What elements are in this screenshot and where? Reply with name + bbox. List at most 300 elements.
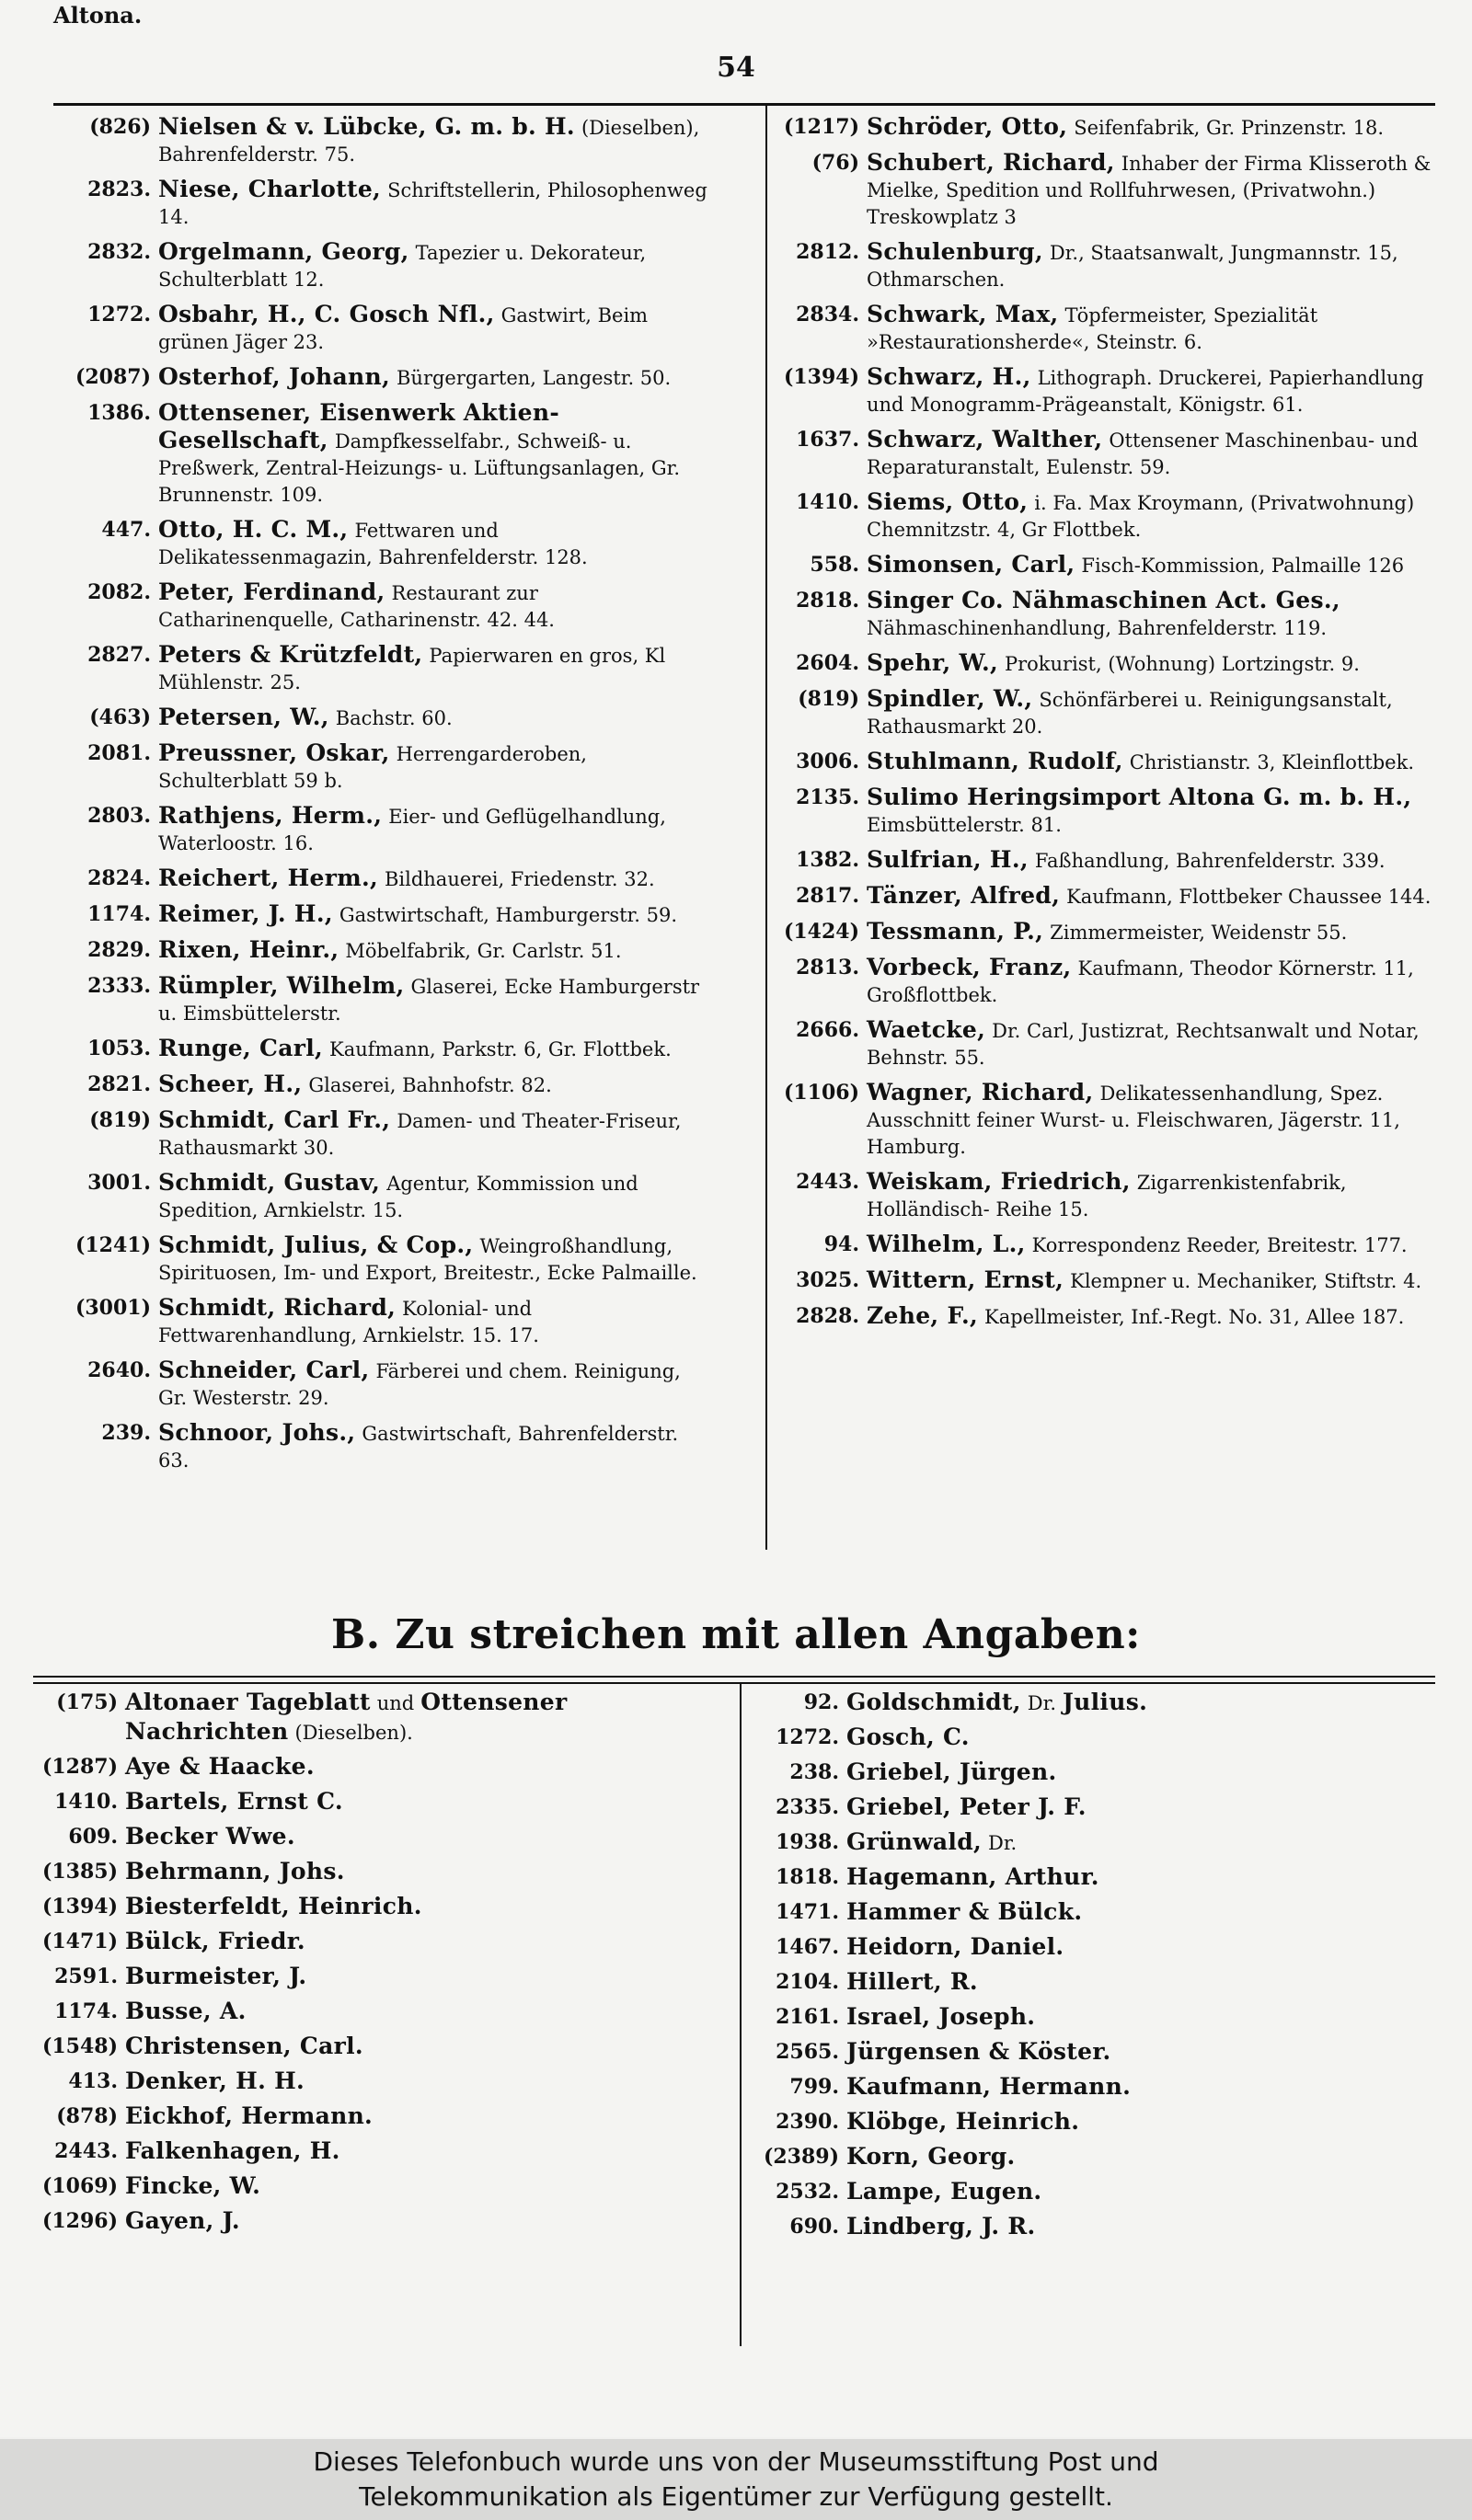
deleted-entry bbox=[743, 2178, 1424, 2207]
subscriber-details: Gastwirt, Beim grünen Jäger 23. bbox=[158, 304, 649, 353]
listing-entry bbox=[55, 517, 708, 571]
subscriber-name: Wittern, Ernst, bbox=[867, 1266, 1064, 1293]
deleted-entry bbox=[22, 2033, 721, 2062]
listing-entry bbox=[55, 1107, 708, 1162]
subscriber-details: Glaserei, Bahnhofstr. 82. bbox=[308, 1074, 552, 1096]
subscriber-name: Zehe, F., bbox=[867, 1302, 978, 1329]
subscriber-details: Töpfermeister, Spezialität »Restaurationsherde«, Steinstr. 6. bbox=[867, 304, 1318, 353]
deleted-entry bbox=[743, 2108, 1424, 2137]
deleted-entry bbox=[743, 1863, 1424, 1893]
phone-number: 239. bbox=[101, 1421, 151, 1445]
subscriber-name: Hillert, R. bbox=[846, 1968, 978, 1995]
subscriber-name: Otto, H. C. M., bbox=[158, 516, 349, 543]
phone-number: 2832. bbox=[87, 240, 151, 264]
phone-number: (1394) bbox=[41, 1895, 118, 1919]
listing-entry bbox=[55, 1357, 708, 1412]
listing-entry bbox=[764, 919, 1433, 946]
subscriber-name: Schnoor, Johs., bbox=[158, 1419, 356, 1446]
phone-number: 2333. bbox=[87, 974, 151, 998]
deleted-entry bbox=[22, 2172, 721, 2202]
subscriber-name-continued: Ottensener Nachrichten bbox=[125, 1689, 568, 1745]
listing-entry bbox=[55, 740, 708, 795]
subscriber-name: Singer Co. Nähmaschinen Act. Ges., bbox=[867, 587, 1340, 613]
footer-line-1: Dieses Telefonbuch wurde uns von der Museumsstiftung Post und bbox=[313, 2446, 1159, 2477]
phone-number: 2604. bbox=[796, 651, 859, 675]
subscriber-details: Eier- und Geflügelhandlung, Waterloostr. 16. bbox=[158, 806, 666, 854]
deleted-entry bbox=[22, 2068, 721, 2097]
listing-entry bbox=[764, 686, 1433, 740]
subscriber-name: Schröder, Otto, bbox=[867, 113, 1068, 140]
subscriber-name: Fincke, W. bbox=[125, 2172, 261, 2199]
subscriber-name: Schneider, Carl, bbox=[158, 1357, 370, 1383]
subscriber-name: Griebel, Jürgen. bbox=[846, 1758, 1057, 1785]
phone-number: (878) bbox=[56, 2104, 118, 2128]
subscriber-name: Falkenhagen, H. bbox=[125, 2137, 340, 2164]
running-head: Altona. bbox=[53, 2, 143, 29]
deleted-entry bbox=[743, 1828, 1424, 1858]
phone-number: 92. bbox=[803, 1690, 839, 1714]
subscriber-details: Bachstr. 60. bbox=[335, 707, 453, 729]
phone-number: 3001. bbox=[87, 1171, 151, 1195]
listing-entry bbox=[55, 973, 708, 1027]
listing-entry bbox=[55, 302, 708, 356]
listing-entry bbox=[764, 1169, 1433, 1223]
subscriber-name: Becker Wwe. bbox=[125, 1823, 295, 1850]
subscriber-details: Dr. Carl, Justizrat, Rechtsanwalt und Notar, Behnstr. 55. bbox=[867, 1020, 1420, 1069]
subscriber-name: Simonsen, Carl, bbox=[867, 551, 1075, 578]
subscriber-name: Korn, Georg. bbox=[846, 2143, 1016, 2170]
subscriber-name: Schmidt, Julius, & Cop., bbox=[158, 1231, 474, 1258]
footer-notice bbox=[0, 2439, 1472, 2520]
listing-entry bbox=[55, 364, 708, 392]
subscriber-name: Scheer, H., bbox=[158, 1071, 303, 1097]
phone-number: 1637. bbox=[796, 428, 859, 452]
subscriber-name: Bartels, Ernst C. bbox=[125, 1788, 343, 1815]
subscriber-name: Schmidt, Richard, bbox=[158, 1294, 397, 1321]
subscriber-details: Zimmermeister, Weidenstr 55. bbox=[1050, 922, 1348, 944]
listing-entry bbox=[764, 150, 1433, 231]
phone-number: 2828. bbox=[796, 1304, 859, 1328]
deleted-entry bbox=[743, 2143, 1424, 2172]
subscriber-details: Möbelfabrik, Gr. Carlstr. 51. bbox=[345, 940, 622, 962]
phone-number: (463) bbox=[89, 705, 151, 729]
phone-number: (1394) bbox=[783, 365, 859, 389]
subscriber-details: Glaserei, Ecke Hamburgerstr u. Eimsbüttelerstr. bbox=[158, 976, 700, 1025]
phone-number: 2818. bbox=[796, 589, 859, 613]
subscriber-details: Färberei und chem. Reinigung, Gr. Westerstr. 29. bbox=[158, 1360, 681, 1409]
phone-number: (1385) bbox=[41, 1860, 118, 1884]
deleted-entry bbox=[743, 1933, 1424, 1963]
subscriber-details: Dr. bbox=[987, 1832, 1018, 1854]
subscriber-name: Preussner, Oskar, bbox=[158, 739, 390, 766]
deleted-entry bbox=[22, 1753, 721, 1782]
phone-number: 2827. bbox=[87, 643, 151, 667]
listing-entry bbox=[55, 901, 708, 929]
listing-entry bbox=[764, 749, 1433, 776]
subscriber-name: Gosch, C. bbox=[846, 1724, 970, 1750]
listing-entry bbox=[764, 1080, 1433, 1161]
listing-entry bbox=[764, 1303, 1433, 1331]
listing-entry bbox=[55, 114, 708, 168]
listing-entry bbox=[55, 1036, 708, 1063]
subscriber-details: Gastwirtschaft, Bahrenfelderstr. 63. bbox=[158, 1423, 679, 1472]
phone-number: (819) bbox=[89, 1108, 151, 1132]
phone-number: 2082. bbox=[87, 580, 151, 604]
subscriber-name: Peters & Krützfeldt, bbox=[158, 641, 423, 668]
listing-entry bbox=[55, 579, 708, 634]
phone-number: 1467. bbox=[776, 1935, 839, 1959]
subscriber-details: Kaufmann, Flottbeker Chaussee 144. bbox=[1066, 886, 1432, 908]
deleted-entry bbox=[22, 1893, 721, 1922]
phone-number: 2812. bbox=[796, 240, 859, 264]
subscriber-name: Wagner, Richard, bbox=[867, 1079, 1094, 1105]
phone-number: (1471) bbox=[41, 1930, 118, 1953]
subscriber-name-continued: Julius. bbox=[1063, 1689, 1148, 1715]
phone-number: 2532. bbox=[776, 2180, 839, 2204]
subscriber-name: Weiskam, Friedrich, bbox=[867, 1168, 1131, 1195]
phone-number: 2443. bbox=[796, 1170, 859, 1194]
subscriber-details: Dr. bbox=[1027, 1692, 1057, 1714]
phone-number: 1410. bbox=[796, 490, 859, 514]
subscriber-name: Grünwald, bbox=[846, 1828, 982, 1855]
phone-number: 1053. bbox=[87, 1037, 151, 1060]
subscriber-name: Spindler, W., bbox=[867, 685, 1033, 712]
phone-number: 1382. bbox=[796, 848, 859, 872]
phone-number: 2390. bbox=[776, 2110, 839, 2134]
subscriber-name: Rixen, Heinr., bbox=[158, 936, 339, 963]
listing-entry bbox=[55, 704, 708, 732]
subscriber-name: Biesterfeldt, Heinrich. bbox=[125, 1893, 422, 1919]
listing-entry bbox=[55, 937, 708, 965]
subscriber-details: Kolonial- und Fettwarenhandlung, Arnkielstr. 15. 17. bbox=[158, 1298, 539, 1346]
phone-number: 1410. bbox=[54, 1790, 118, 1814]
subscriber-name: Petersen, W., bbox=[158, 704, 329, 730]
phone-number: 1174. bbox=[87, 902, 151, 926]
subscriber-name: Vorbeck, Franz, bbox=[867, 954, 1072, 980]
subscriber-name: Runge, Carl, bbox=[158, 1035, 323, 1061]
footer-line-2: Telekommunikation als Eigentümer zur Verfügung gestellt. bbox=[359, 2481, 1113, 2512]
phone-number: 1272. bbox=[87, 303, 151, 326]
phone-number: 3006. bbox=[796, 750, 859, 773]
phone-number: (1424) bbox=[783, 920, 859, 944]
listing-entry bbox=[764, 239, 1433, 293]
phone-number: 2823. bbox=[87, 178, 151, 201]
phone-number: 2803. bbox=[87, 804, 151, 828]
phone-number: (175) bbox=[56, 1690, 118, 1714]
deleted-entry bbox=[743, 1968, 1424, 1998]
phone-number: 447. bbox=[101, 518, 151, 542]
deleted-entry bbox=[22, 1689, 721, 1747]
subscriber-name: Jürgensen & Köster. bbox=[846, 2038, 1111, 2065]
subscriber-name: Altonaer Tageblatt bbox=[125, 1689, 371, 1715]
subscriber-details: Christianstr. 3, Kleinflottbek. bbox=[1129, 751, 1414, 773]
deleted-entry bbox=[743, 2073, 1424, 2102]
subscriber-details: Tapezier u. Dekorateur, Schulterblatt 12. bbox=[158, 242, 647, 291]
top-rule bbox=[53, 103, 1435, 106]
subscriber-details: Inhaber der Firma Klisseroth & Mielke, Spedition und Rollfuhrwesen, (Privatwohn.) Treskowplatz 3 bbox=[867, 153, 1432, 228]
subscriber-name: Schubert, Richard, bbox=[867, 149, 1115, 176]
phone-number: 799. bbox=[789, 2075, 839, 2099]
subscriber-details: Fisch-Kommission, Palmaille 126 bbox=[1081, 555, 1405, 577]
subscriber-name: Stuhlmann, Rudolf, bbox=[867, 748, 1123, 774]
phone-number: (1069) bbox=[41, 2174, 118, 2198]
listing-entry bbox=[764, 302, 1433, 356]
phone-number: 1386. bbox=[87, 401, 151, 425]
deleted-entry bbox=[22, 1998, 721, 2027]
listing-entry bbox=[764, 364, 1433, 418]
subscriber-details: Gastwirtschaft, Hamburgerstr. 59. bbox=[339, 904, 678, 926]
deleted-entry bbox=[22, 1963, 721, 1992]
subscriber-details: Kapellmeister, Inf.-Regt. No. 31, Allee 187. bbox=[984, 1306, 1405, 1328]
phone-number: 2081. bbox=[87, 741, 151, 765]
subscriber-name: Heidorn, Daniel. bbox=[846, 1933, 1064, 1960]
phone-number: 2824. bbox=[87, 866, 151, 890]
subscriber-name: Nielsen & v. Lübcke, G. m. b. H. bbox=[158, 113, 575, 140]
subscriber-name: Wilhelm, L., bbox=[867, 1231, 1026, 1257]
subscriber-name: Osbahr, H., C. Gosch Nfl., bbox=[158, 301, 495, 327]
listing-entry bbox=[764, 114, 1433, 142]
strike-column-divider bbox=[740, 1684, 742, 2346]
deleted-entry bbox=[743, 2003, 1424, 2033]
subscriber-name: Christensen, Carl. bbox=[125, 2033, 363, 2059]
subscriber-name: Schmidt, Carl Fr., bbox=[158, 1106, 391, 1133]
deleted-entry bbox=[743, 1758, 1424, 1788]
phone-number: 690. bbox=[789, 2215, 839, 2239]
listing-entry bbox=[764, 1017, 1433, 1071]
phone-number: 2565. bbox=[776, 2040, 839, 2064]
subscriber-details: Faßhandlung, Bahrenfelderstr. 339. bbox=[1034, 850, 1386, 872]
subscriber-name: Hammer & Bülck. bbox=[846, 1898, 1083, 1925]
subscriber-details: Prokurist, (Wohnung) Lortzingstr. 9. bbox=[1004, 653, 1360, 675]
deleted-entry bbox=[743, 1793, 1424, 1823]
phone-number: (1217) bbox=[783, 115, 859, 139]
subscriber-details: Agentur, Kommission und Spedition, Arnkielstr. 15. bbox=[158, 1173, 638, 1221]
phone-number: (819) bbox=[798, 687, 859, 711]
listing-entry bbox=[764, 883, 1433, 911]
phone-number: 1938. bbox=[776, 1830, 839, 1854]
subscriber-name: Aye & Haacke. bbox=[125, 1753, 315, 1780]
phone-number: 238. bbox=[789, 1760, 839, 1784]
subscriber-details: Bildhauerei, Friedenstr. 32. bbox=[384, 868, 655, 890]
phone-number: 1174. bbox=[54, 1999, 118, 2023]
phone-number: (3001) bbox=[75, 1296, 151, 1320]
listing-entry bbox=[55, 1232, 708, 1287]
phone-number: (2389) bbox=[763, 2145, 839, 2169]
listing-entry bbox=[764, 588, 1433, 642]
subscriber-name: Kaufmann, Hermann. bbox=[846, 2073, 1132, 2100]
phone-number: 1272. bbox=[776, 1725, 839, 1749]
right-column bbox=[764, 114, 1433, 1339]
deleted-entry bbox=[22, 1788, 721, 1817]
listing-entry bbox=[55, 239, 708, 293]
listing-entry bbox=[764, 1267, 1433, 1295]
phone-number: 2161. bbox=[776, 2005, 839, 2029]
phone-number: 2640. bbox=[87, 1358, 151, 1382]
subscriber-name: Orgelmann, Georg, bbox=[158, 238, 409, 265]
deleted-entry bbox=[22, 2137, 721, 2167]
subscriber-name: Denker, H. H. bbox=[125, 2068, 305, 2094]
phone-number: 2817. bbox=[796, 884, 859, 908]
listing-entry bbox=[764, 1231, 1433, 1259]
strike-left-column bbox=[22, 1689, 721, 2242]
phone-number: 2813. bbox=[796, 956, 859, 979]
phone-number: 2829. bbox=[87, 938, 151, 962]
section-rule-bottom bbox=[33, 1682, 1435, 1684]
subscriber-name: Reimer, J. H., bbox=[158, 900, 333, 927]
listing-entry bbox=[764, 650, 1433, 678]
subscriber-name: Waetcke, bbox=[867, 1016, 986, 1043]
listing-entry bbox=[55, 1420, 708, 1474]
subscriber-name: Rathjens, Herm., bbox=[158, 802, 383, 829]
subscriber-name: Goldschmidt, bbox=[846, 1689, 1021, 1715]
subscriber-name: Griebel, Peter J. F. bbox=[846, 1793, 1087, 1820]
subscriber-name: Osterhof, Johann, bbox=[158, 363, 390, 390]
strike-right-column bbox=[743, 1689, 1424, 2248]
listing-entry bbox=[55, 177, 708, 231]
listing-entry bbox=[55, 1170, 708, 1224]
subscriber-details: Fettwaren und Delikatessenmagazin, Bahrenfelderstr. 128. bbox=[158, 520, 588, 568]
subscriber-name: Niese, Charlotte, bbox=[158, 176, 382, 202]
subscriber-details: Papierwaren en gros, Kl Mühlenstr. 25. bbox=[158, 645, 666, 693]
phone-number: (826) bbox=[89, 115, 151, 139]
subscriber-details: Korrespondenz Reeder, Breitestr. 177. bbox=[1031, 1234, 1408, 1256]
subscriber-details: Kaufmann, Parkstr. 6, Gr. Flottbek. bbox=[329, 1038, 672, 1060]
phone-number: 2834. bbox=[796, 303, 859, 326]
phone-number: (1287) bbox=[41, 1755, 118, 1779]
phone-number: 2335. bbox=[776, 1795, 839, 1819]
listing-entry bbox=[55, 642, 708, 696]
subscriber-details: Schriftstellerin, Philosophenweg 14. bbox=[158, 179, 707, 228]
deleted-entry bbox=[22, 1823, 721, 1852]
phone-number: 1818. bbox=[776, 1865, 839, 1889]
deleted-entry bbox=[22, 1928, 721, 1957]
phone-number: 558. bbox=[810, 553, 859, 577]
listing-entry bbox=[55, 400, 708, 509]
subscriber-name: Schulenburg, bbox=[867, 238, 1043, 265]
subscriber-details: Restaurant zur Catharinenquelle, Catharinenstr. 42. 44. bbox=[158, 582, 555, 631]
subscriber-name: Tessmann, P., bbox=[867, 918, 1044, 945]
subscriber-name: Busse, A. bbox=[125, 1998, 247, 2024]
subscriber-details: (Dieselben), Bahrenfelderstr. 75. bbox=[158, 117, 700, 166]
phone-number: 2821. bbox=[87, 1072, 151, 1096]
subscriber-name: Burmeister, J. bbox=[125, 1963, 307, 1989]
subscriber-details: Seifenfabrik, Gr. Prinzenstr. 18. bbox=[1074, 117, 1385, 139]
phone-number: (1296) bbox=[41, 2209, 118, 2233]
deleted-entry bbox=[22, 1858, 721, 1887]
deleted-entry bbox=[743, 2213, 1424, 2242]
left-column bbox=[55, 114, 708, 1483]
section-rule-top bbox=[33, 1676, 1435, 1678]
subscriber-details-continued: (Dieselben). bbox=[294, 1722, 413, 1744]
subscriber-name: Israel, Joseph. bbox=[846, 2003, 1036, 2030]
deleted-entry bbox=[743, 1898, 1424, 1928]
listing-entry bbox=[55, 1071, 708, 1099]
phone-number: 413. bbox=[68, 2069, 118, 2093]
subscriber-details: Ottensener Maschinenbau- und Reparaturanstalt, Eulenstr. 59. bbox=[867, 430, 1419, 478]
subscriber-details: i. Fa. Max Kroymann, (Privatwohnung) Chemnitzstr. 4, Gr Flottbek. bbox=[867, 492, 1415, 541]
subscriber-name: Schwark, Max, bbox=[867, 301, 1059, 327]
deleted-entry bbox=[743, 1689, 1424, 1718]
phone-number: 94. bbox=[823, 1232, 859, 1256]
subscriber-name: Tänzer, Alfred, bbox=[867, 882, 1061, 909]
phone-number: 2443. bbox=[54, 2139, 118, 2163]
subscriber-details: Kaufmann, Theodor Körnerstr. 11, Großflottbek. bbox=[867, 957, 1414, 1006]
subscriber-details: Dampfkesselfabr., Schweiß- u. Preßwerk, Zentral-Heizungs- u. Lüftungsanlagen, Gr. Brunnenstr. 109. bbox=[158, 430, 681, 506]
subscriber-name: Spehr, W., bbox=[867, 649, 998, 676]
subscriber-details: Zigarrenkistenfabrik, Holländisch- Reihe 15. bbox=[867, 1172, 1347, 1220]
phone-number: (1106) bbox=[783, 1081, 859, 1105]
listing-entry bbox=[764, 785, 1433, 839]
phone-number: 2591. bbox=[54, 1964, 118, 1988]
subscriber-details: und bbox=[376, 1692, 415, 1714]
listing-entry bbox=[764, 955, 1433, 1009]
subscriber-details: Lithograph. Druckerei, Papierhandlung und Monogramm-Prägeanstalt, Königstr. 61. bbox=[867, 367, 1424, 416]
subscriber-details: Bürgergarten, Langestr. 50. bbox=[396, 367, 672, 389]
subscriber-details: Delikatessenhandlung, Spez. Ausschnitt feiner Wurst- u. Fleischwaren, Jägerstr. 11, Hamburg. bbox=[867, 1082, 1400, 1158]
subscriber-name: Schwarz, H., bbox=[867, 363, 1031, 390]
listing-entry bbox=[764, 552, 1433, 579]
subscriber-name: Peter, Ferdinand, bbox=[158, 578, 385, 605]
phone-number: 2104. bbox=[776, 1970, 839, 1994]
subscriber-name: Bülck, Friedr. bbox=[125, 1928, 305, 1954]
phone-number: 609. bbox=[68, 1825, 118, 1849]
phone-number: 3025. bbox=[796, 1268, 859, 1292]
subscriber-name: Ottensener, Eisenwerk Aktien-Gesellschaft, bbox=[158, 399, 560, 453]
subscriber-details: Damen- und Theater-Friseur, Rathausmarkt 30. bbox=[158, 1110, 682, 1159]
phone-number: (2087) bbox=[75, 365, 151, 389]
page-number: 54 bbox=[717, 52, 755, 84]
subscriber-name: Behrmann, Johs. bbox=[125, 1858, 345, 1884]
subscriber-details: Nähmaschinenhandlung, Bahrenfelderstr. 119. bbox=[867, 617, 1328, 639]
subscriber-name: Gayen, J. bbox=[125, 2207, 240, 2234]
subscriber-name: Schmidt, Gustav, bbox=[158, 1169, 381, 1196]
phone-number: 2666. bbox=[796, 1018, 859, 1042]
subscriber-name: Eickhof, Hermann. bbox=[125, 2102, 374, 2129]
deleted-entry bbox=[743, 2038, 1424, 2068]
subscriber-name: Rümpler, Wilhelm, bbox=[158, 972, 405, 999]
deleted-entry bbox=[22, 2207, 721, 2237]
listing-entry bbox=[764, 427, 1433, 481]
listing-entry bbox=[55, 865, 708, 893]
subscriber-name: Schwarz, Walther, bbox=[867, 426, 1103, 452]
phone-number: (1548) bbox=[41, 2034, 118, 2058]
subscriber-details: Klempner u. Mechaniker, Stiftstr. 4. bbox=[1070, 1270, 1422, 1292]
subscriber-details: Herrengarderoben, Schulterblatt 59 b. bbox=[158, 743, 587, 792]
subscriber-name: Reichert, Herm., bbox=[158, 865, 378, 891]
phone-number: 2135. bbox=[796, 785, 859, 809]
listing-entry bbox=[764, 847, 1433, 875]
subscriber-details: Eimsbüttelerstr. 81. bbox=[867, 814, 1062, 836]
subscriber-name: Klöbge, Heinrich. bbox=[846, 2108, 1080, 2135]
subscriber-name: Sulimo Heringsimport Altona G. m. b. H., bbox=[867, 784, 1412, 810]
phone-number: (1241) bbox=[75, 1233, 151, 1257]
subscriber-name: Lampe, Eugen. bbox=[846, 2178, 1042, 2205]
listing-entry bbox=[55, 1295, 708, 1349]
subscriber-name: Siems, Otto, bbox=[867, 488, 1029, 515]
subscriber-details: Weingroßhandlung, Spirituosen, Im- und Export, Breitestr., Ecke Palmaille. bbox=[158, 1235, 697, 1284]
section-b-heading: B. Zu streichen mit allen Angaben: bbox=[331, 1611, 1141, 1658]
subscriber-details: Dr., Staatsanwalt, Jungmannstr. 15, Othmarschen. bbox=[867, 242, 1398, 291]
phone-number: 1471. bbox=[776, 1900, 839, 1924]
deleted-entry bbox=[743, 1724, 1424, 1753]
subscriber-name: Hagemann, Arthur. bbox=[846, 1863, 1099, 1890]
listing-entry bbox=[764, 489, 1433, 544]
listing-entry bbox=[55, 803, 708, 857]
subscriber-name: Sulfrian, H., bbox=[867, 846, 1029, 873]
phone-number: (76) bbox=[811, 151, 859, 175]
deleted-entry bbox=[22, 2102, 721, 2132]
subscriber-name: Lindberg, J. R. bbox=[846, 2213, 1036, 2239]
